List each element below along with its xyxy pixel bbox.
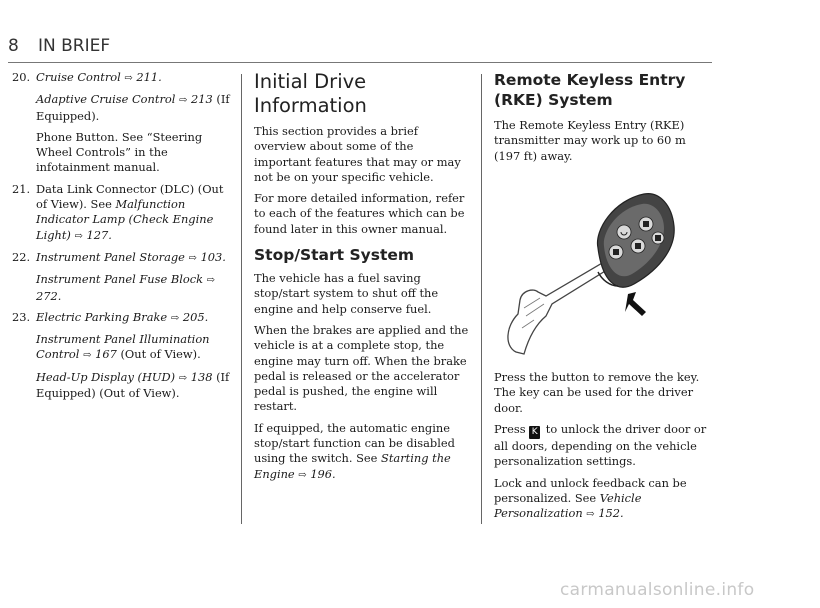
paragraph: This section provides a brief overview about some of the important features that may or may not be on your specific vehicle.	[254, 124, 461, 184]
list-subitem	[12, 130, 230, 176]
item-number: 20.	[12, 70, 31, 84]
item-tail: (Out of View).	[116, 347, 201, 362]
paragraph: The vehicle has a fuel saving stop/start system to shut off the engine and help conserve fuel.	[254, 271, 439, 316]
ref-arrow-icon: ⇨	[178, 372, 188, 384]
item-link[interactable]: Head-Up Display (HUD)	[36, 369, 176, 384]
page-ref[interactable]: 205.	[182, 309, 209, 324]
page-ref[interactable]: 272.	[36, 288, 62, 303]
ref-arrow-icon: ⇨	[206, 275, 216, 287]
column-divider	[241, 74, 242, 524]
item-tail: (If Equipped) (Out of View).	[36, 369, 230, 401]
list-item	[12, 310, 230, 326]
item-link[interactable]: Vehicle Personalization	[494, 490, 642, 521]
column-divider	[481, 74, 482, 524]
item-number: 22.	[12, 249, 31, 264]
subsection-heading: Stop/Start System	[254, 246, 415, 265]
page-ref[interactable]: 213	[191, 92, 213, 107]
item-number: 23.	[12, 309, 31, 324]
paragraph-text: Lock and unlock feedback can be personalized. See	[494, 475, 687, 505]
list-subitem	[12, 92, 230, 124]
page-ref[interactable]: 138	[190, 369, 213, 384]
ref-arrow-icon: ⇨	[298, 469, 307, 481]
list-item	[12, 182, 230, 244]
list-item	[12, 250, 230, 266]
ref-arrow-icon: ⇨	[124, 73, 133, 84]
middle-column	[254, 70, 470, 489]
section-heading: Initial Drive Information	[254, 70, 367, 117]
ref-arrow-icon: ⇨	[83, 350, 92, 362]
item-link[interactable]: Malfunction Indicator Lamp (Check Engine Light)	[36, 197, 214, 242]
item-number: 21.	[12, 181, 31, 196]
paragraph	[254, 421, 470, 483]
page-ref[interactable]: 127.	[86, 227, 112, 242]
paragraph: The Remote Keyless Entry (RKE) transmitter may work up to 60 m (197 ft) away.	[494, 118, 686, 163]
item-text: Phone Button. See “Steering Wheel Controls” in the infotainment manual.	[36, 129, 203, 175]
item-link[interactable]: Cruise Control	[36, 70, 121, 84]
item-link[interactable]: Adaptive Cruise Control	[36, 92, 176, 107]
list-subitem	[12, 272, 230, 304]
ref-arrow-icon: ⇨	[74, 230, 83, 242]
watermark: carmanualsonline.info	[560, 580, 755, 600]
paragraph: When the brakes are applied and the vehicle is at a complete stop, the engine may turn off. When the brake pedal is released or the accelerator pedal is pushed, the engine will restart.	[254, 322, 469, 414]
page-ref[interactable]: 196.	[310, 466, 336, 481]
paragraph: Press the button to remove the key. The key can be used for the driver door.	[494, 370, 700, 415]
item-link[interactable]: Starting the Engine	[254, 451, 451, 481]
paragraph	[494, 422, 712, 470]
section-title: IN BRIEF	[38, 36, 111, 56]
item-link[interactable]: Electric Parking Brake	[36, 309, 168, 324]
list-item	[12, 70, 230, 86]
left-column	[12, 70, 230, 407]
paragraph-text: to unlock the driver door or all doors, depending on the vehicle personalization settings.	[494, 422, 707, 469]
item-link[interactable]: Instrument Panel Illumination Control	[36, 332, 210, 362]
ref-arrow-icon: ⇨	[170, 312, 180, 324]
page-ref[interactable]: 103.	[200, 249, 226, 264]
key-fob-illustration	[494, 176, 712, 358]
page-ref[interactable]: 152.	[598, 506, 624, 521]
page-ref[interactable]: 167	[95, 347, 117, 362]
item-link[interactable]: Instrument Panel Storage	[36, 249, 185, 264]
paragraph: For more detailed information, refer to each of the features which can be found later in this owner manual.	[254, 191, 465, 236]
page-number: 8	[8, 36, 19, 56]
page-ref[interactable]: 211.	[136, 70, 162, 84]
ref-arrow-icon: ⇨	[188, 252, 197, 264]
paragraph	[494, 476, 712, 523]
paragraph-text: Press	[494, 422, 530, 437]
item-text: Data Link Connector (DLC) (Out of View). See	[36, 181, 224, 212]
paragraph-text: If equipped, the automatic engine stop/start function can be disabled using the switch. See	[254, 420, 455, 466]
list-subitem	[12, 332, 230, 364]
unlock-key-icon: K	[529, 426, 540, 439]
right-column	[494, 70, 712, 529]
page-header	[8, 36, 712, 63]
list-subitem	[12, 370, 230, 402]
section-heading: Remote Keyless Entry (RKE) System	[494, 71, 686, 109]
ref-arrow-icon: ⇨	[179, 95, 188, 107]
item-link[interactable]: Instrument Panel Fuse Block	[36, 272, 203, 287]
ref-arrow-icon: ⇨	[586, 509, 595, 521]
item-tail: (If Equipped).	[36, 92, 230, 123]
